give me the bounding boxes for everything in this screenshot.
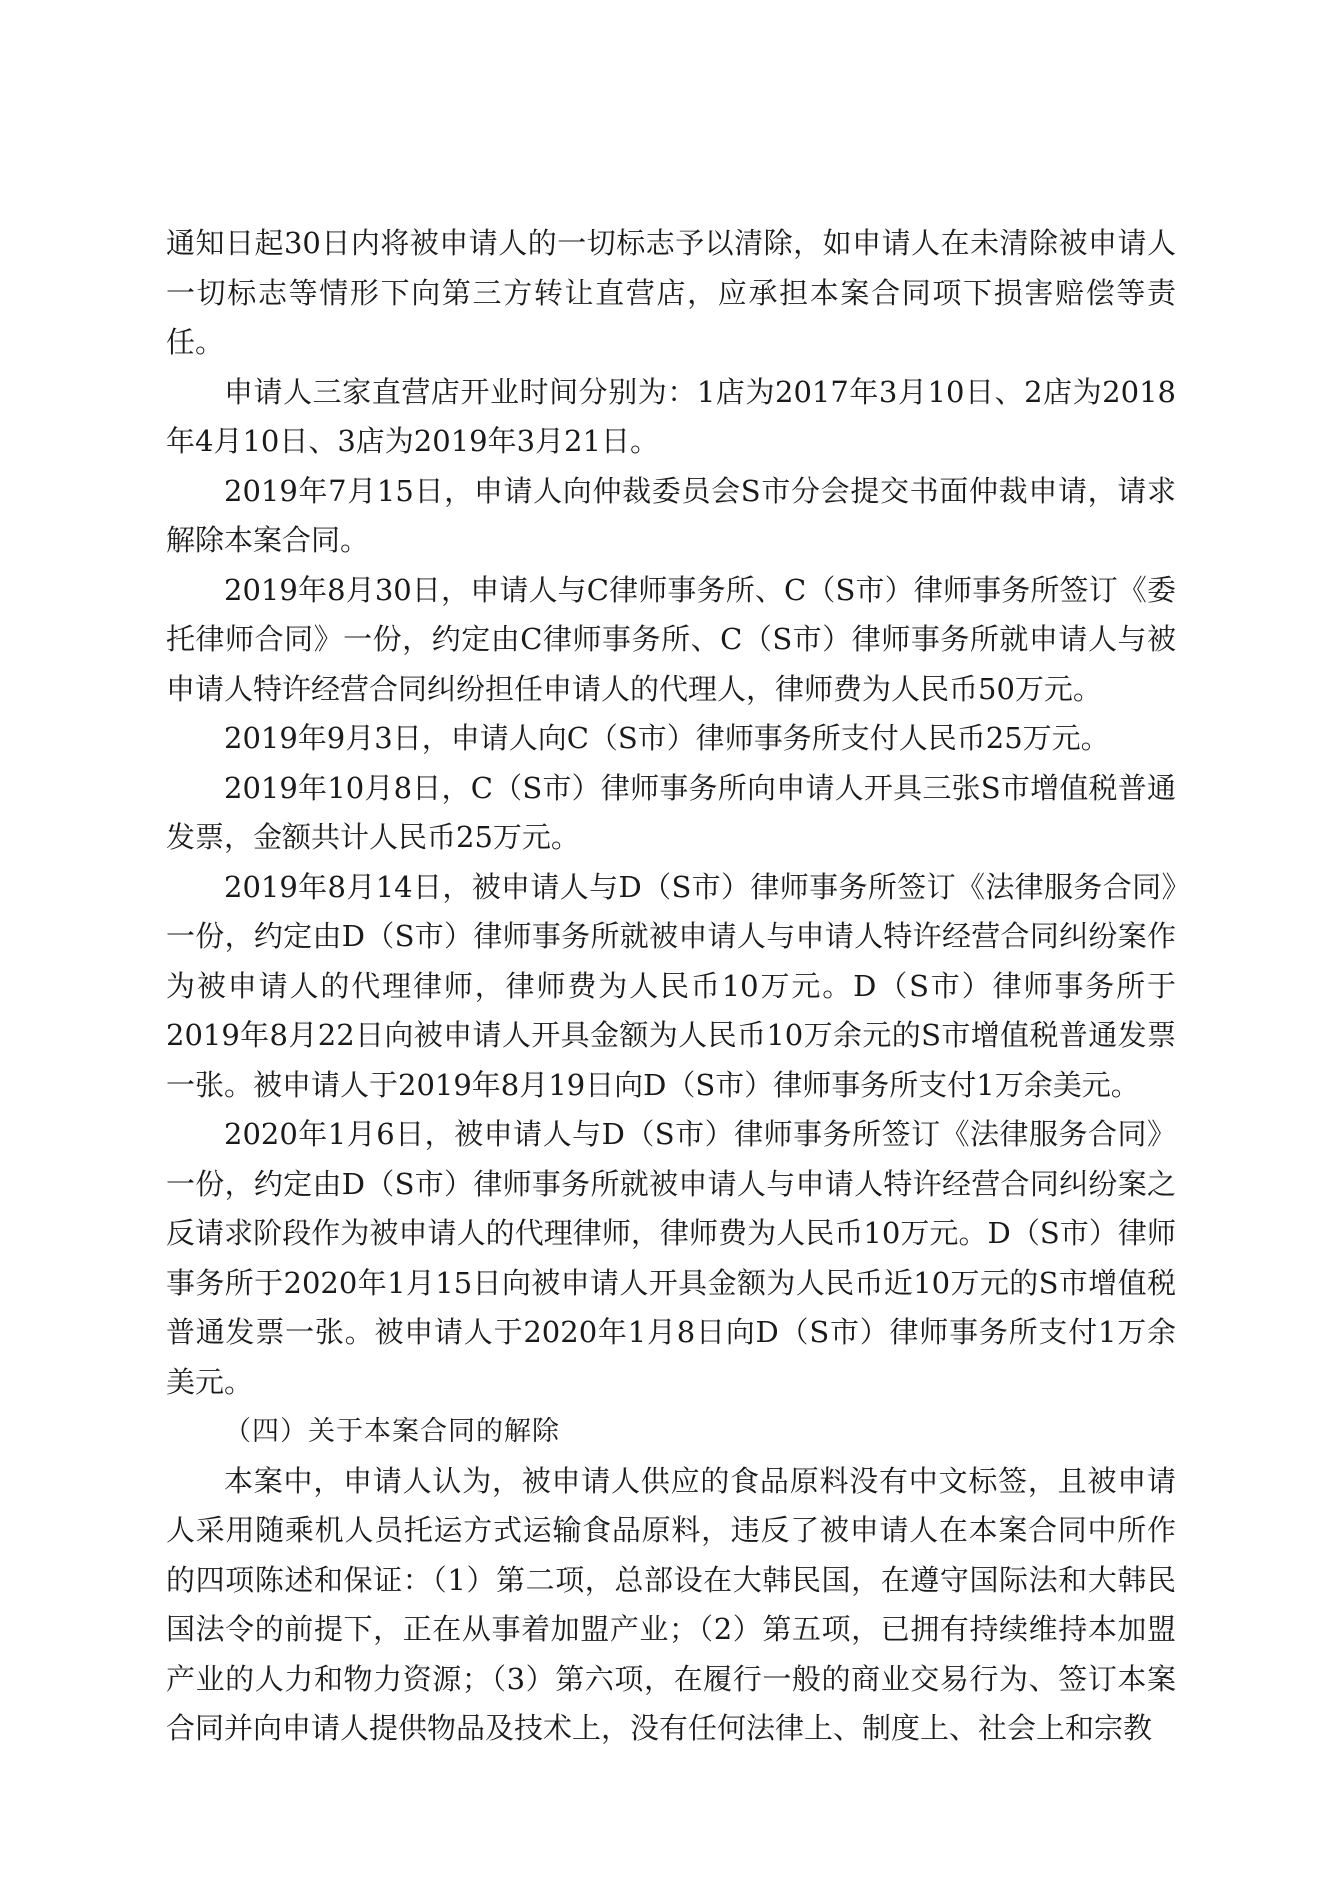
paragraph-continuation: 通知日起30日内将被申请人的一切标志予以清除，如申请人在未清除被申请人一切标志等情形下向第三方转让直营店，应承担本案合同项下损害赔偿等责任。 <box>166 226 1176 359</box>
document-page <box>166 219 1176 1754</box>
paragraph-applicant-payment: 2019年9月3日，申请人向C（S市）律师事务所支付人民币25万元。 <box>224 721 1110 755</box>
paragraph-applicant-lawyer-contract: 2019年8月30日，申请人与C律师事务所、C（S市）律师事务所签订《委托律师合同》一份，约定由C律师事务所、C（S市）律师事务所就申请人与被申请人特许经营合同纠纷担任申请人的代理人，律师费为人民币50万元。 <box>166 572 1176 706</box>
paragraph-applicant-claims: 本案中，申请人认为，被申请人供应的食品原料没有中文标签，且被申请人采用随乘机人员托运方式运输食品原料，违反了被申请人在本案合同中所作的四项陈述和保证：（1）第二项，总部设在大韩民国，在遵守国际法和大韩民国法令的前提下，正在从事着加盟产业；（2）第五项，已拥有持续维持本加盟产业的人力和物力资源；（3）第六项，在履行一般的商业交易行为、签订本案合同并向申请人提供物品及技术上，没有任何法律上、制度上、社会上和宗教 <box>166 1463 1176 1745</box>
section-heading-contract-termination: （四）关于本案合同的解除 <box>224 1416 560 1447</box>
paragraph-store-opening-dates: 申请人三家直营店开业时间分别为：1店为2017年3月10日、2店为2018年4月10日、3店为2019年3月21日。 <box>166 374 1176 458</box>
paragraph-respondent-legal-service-2019: 2019年8月14日，被申请人与D（S市）律师事务所签订《法律服务合同》一份，约定由D（S市）律师事务所就被申请人与申请人特许经营合同纠纷案作为被申请人的代理律师，律师费为人民币10万元。D（S市）律师事务所于2019年8月22日向被申请人开具金额为人民币10万余元的S市增值税普通发票一张。被申请人于2019年8月19日向D（S市）律师事务所支付1万余美元。 <box>166 869 1176 1102</box>
paragraph-applicant-invoices: 2019年10月8日，C（S市）律师事务所向申请人开具三张S市增值税普通发票，金额共计人民币25万元。 <box>166 770 1176 854</box>
paragraph-respondent-legal-service-2020: 2020年1月6日，被申请人与D（S市）律师事务所签订《法律服务合同》一份，约定由D（S市）律师事务所就被申请人与申请人特许经营合同纠纷案之反请求阶段作为被申请人的代理律师，律师费为人民币10万元。D（S市）律师事务所于2020年1月15日向被申请人开具金额为人民币近10万元的S市增值税普通发票一张。被申请人于2020年1月8日向D（S市）律师事务所支付1万余美元。 <box>166 1117 1176 1399</box>
paragraph-arbitration-application: 2019年7月15日，申请人向仲裁委员会S市分会提交书面仲裁申请，请求解除本案合同。 <box>166 473 1176 557</box>
